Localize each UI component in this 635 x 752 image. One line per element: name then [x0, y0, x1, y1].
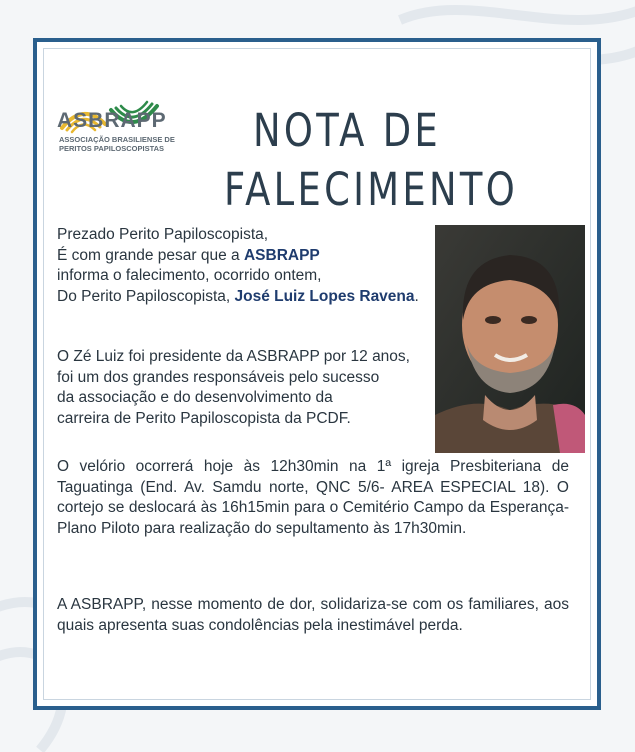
text-line: O Zé Luiz foi presidente da ASBRAPP por 12 anos, — [57, 348, 410, 365]
text-line: informa o falecimento, ocorrido ontem, — [57, 267, 322, 284]
logo-name: ASBRAPP — [57, 109, 167, 132]
funeral-info-paragraph: O velório ocorrerá hoje às 12h30min na 1ª igreja Presbiteriana de Taguatinga (End. Av. Samdu norte, QNC 5/6- AREA ESPECIAL 18). O cortejo se deslocará às 16h15min para o Cemitério Campo da Esperança-Plano Piloto para realização do sepultamento às 17h30min. — [57, 458, 569, 537]
org-name-bold: ASBRAPP — [243, 246, 320, 264]
text-segment: É com grande pesar que a — [57, 246, 244, 264]
page-title-line2: FALECIMENTO — [224, 163, 519, 216]
page-title-line1: NOTA DE — [253, 104, 441, 157]
condolences-paragraph: A ASBRAPP, nesse momento de dor, solidariza-se com os familiares, aos quais apresenta suas condolências pela inestimável perda. — [57, 596, 569, 634]
text-line — [57, 246, 437, 267]
text-line: foi um dos grandes responsáveis pelo sucesso — [57, 368, 380, 386]
obituary-card — [33, 38, 601, 710]
text-segment: . — [414, 287, 419, 305]
text-line — [57, 287, 437, 308]
logo-subtitle — [59, 135, 189, 153]
portrait-photo — [435, 225, 585, 453]
greeting-paragraph — [57, 225, 437, 307]
text-line: Prezado Perito Papiloscopista, — [57, 226, 269, 243]
deceased-name-bold: José Luiz Lopes Ravena — [234, 287, 415, 305]
text-line: da associação e do desenvolvimento da — [57, 389, 333, 406]
tribute-paragraph — [57, 347, 437, 429]
logo-subtitle-line: ASSOCIAÇÃO BRASILIENSE DE — [59, 135, 175, 144]
logo-subtitle-line: PERITOS PAPILOSCOPISTAS — [59, 144, 165, 153]
text-segment: Do Perito Papiloscopista, — [57, 287, 235, 305]
text-line: carreira de Perito Papiloscopista da PCDF. — [57, 409, 351, 427]
